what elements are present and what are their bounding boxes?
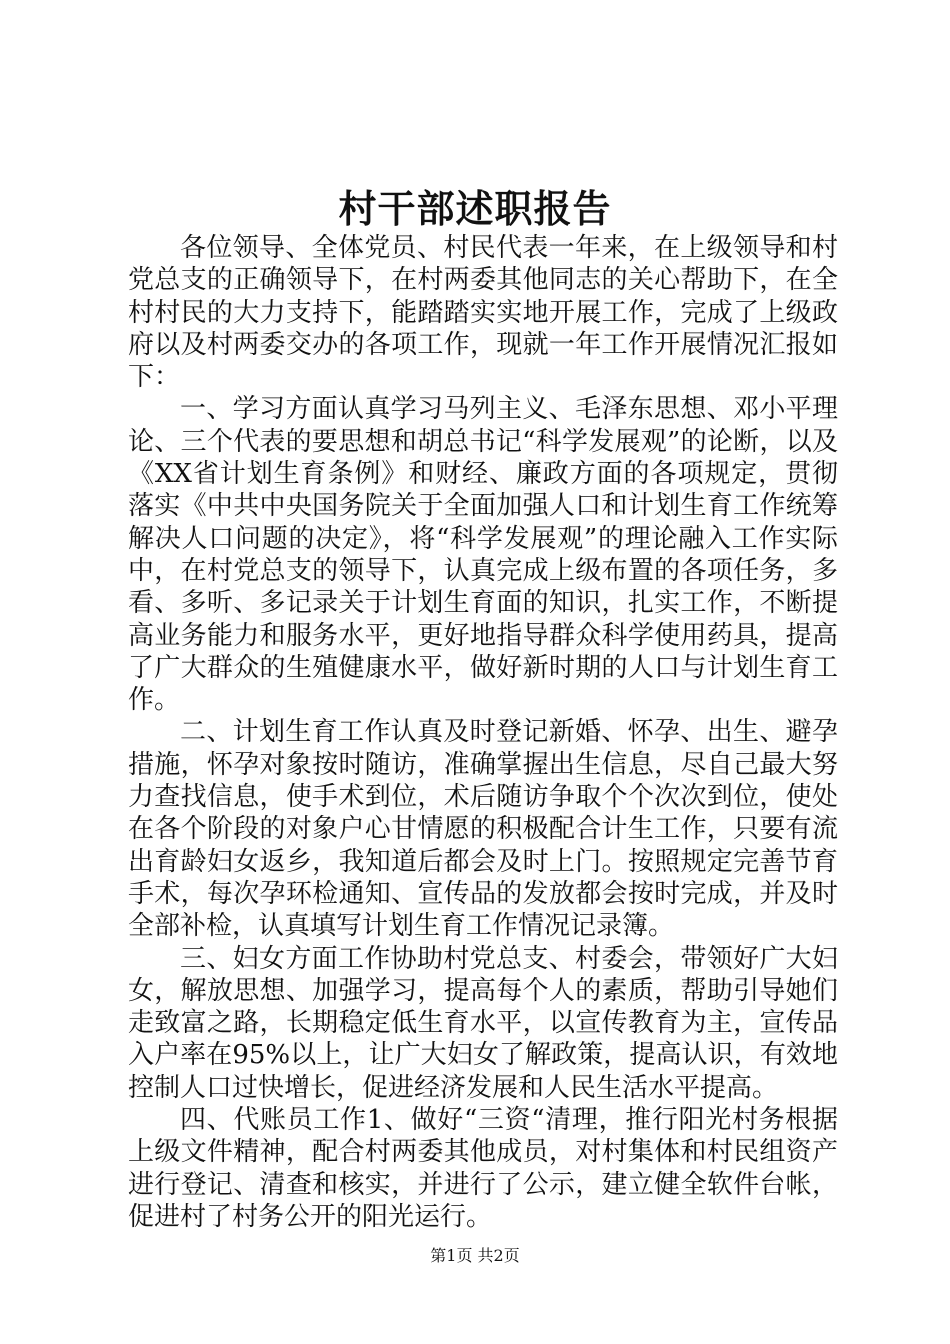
document-title: 村干部述职报告 <box>338 186 612 231</box>
paragraph-study: 一、学习方面认真学习马列主义、毛泽东思想、邓小平理论、三个代表的要思想和胡总书记“科学发展观”的论断，以及《XX省计划生育条例》和财经、廉政方面的各项规定，贯彻落实《中共中央国务院关于全面加强人口和计划生育工作统筹解决人口问题的决定》，将“科学发展观”的理论融入工作实际中，在村党总支的领导下，认真完成上级布置的各项任务，多看、多听、多记录关于计划生育面的知识，扎实工作，不断提高业务能力和服务水平，更好地指导群众科学使用药具，提高了广大群众的生殖健康水平，做好新时期的人口与计划生育工作。 <box>128 394 838 716</box>
document-body <box>128 232 838 1233</box>
paragraph-accountant: 四、代账员工作1、做好“三资“清理，推行阳光村务根据上级文件精神，配合村两委其他成员，对村集体和村民组资产进行登记、清查和核实，并进行了公示，建立健全软件台帐，促进村了村务公开的阳光运行。 <box>128 1105 838 1232</box>
paragraph-family-planning: 二、计划生育工作认真及时登记新婚、怀孕、出生、避孕措施，怀孕对象按时随访，准确掌握出生信息，尽自己最大努力查找信息，使手术到位，术后随访争取个个次次到位，使处在各个阶段的对象户心甘情愿的积极配合计生工作，只要有流出育龄妇女返乡，我知道后都会及时上门。按照规定完善节育手术，每次孕环检通知、宣传品的发放都会按时完成，并及时全部补检，认真填写计划生育工作情况记录簿。 <box>128 717 838 942</box>
paragraph-intro: 各位领导、全体党员、村民代表一年来，在上级领导和村党总支的正确领导下，在村两委其他同志的关心帮助下，在全村村民的大力支持下，能踏踏实实地开展工作，完成了上级政府以及村两委交办的各项工作，现就一年工作开展情况汇报如下： <box>128 233 838 393</box>
page-footer: 第1页 共2页 <box>430 1246 520 1265</box>
paragraph-women-work: 三、妇女方面工作协助村党总支、村委会，带领好广大妇女，解放思想、加强学习，提高每个人的素质，帮助引导她们走致富之路，长期稳定低生育水平，以宣传教育为主，宣传品入户率在95%以上，让广大妇女了解政策，提高认识，有效地控制人口过快增长，促进经济发展和人民生活水平提高。 <box>128 943 838 1103</box>
